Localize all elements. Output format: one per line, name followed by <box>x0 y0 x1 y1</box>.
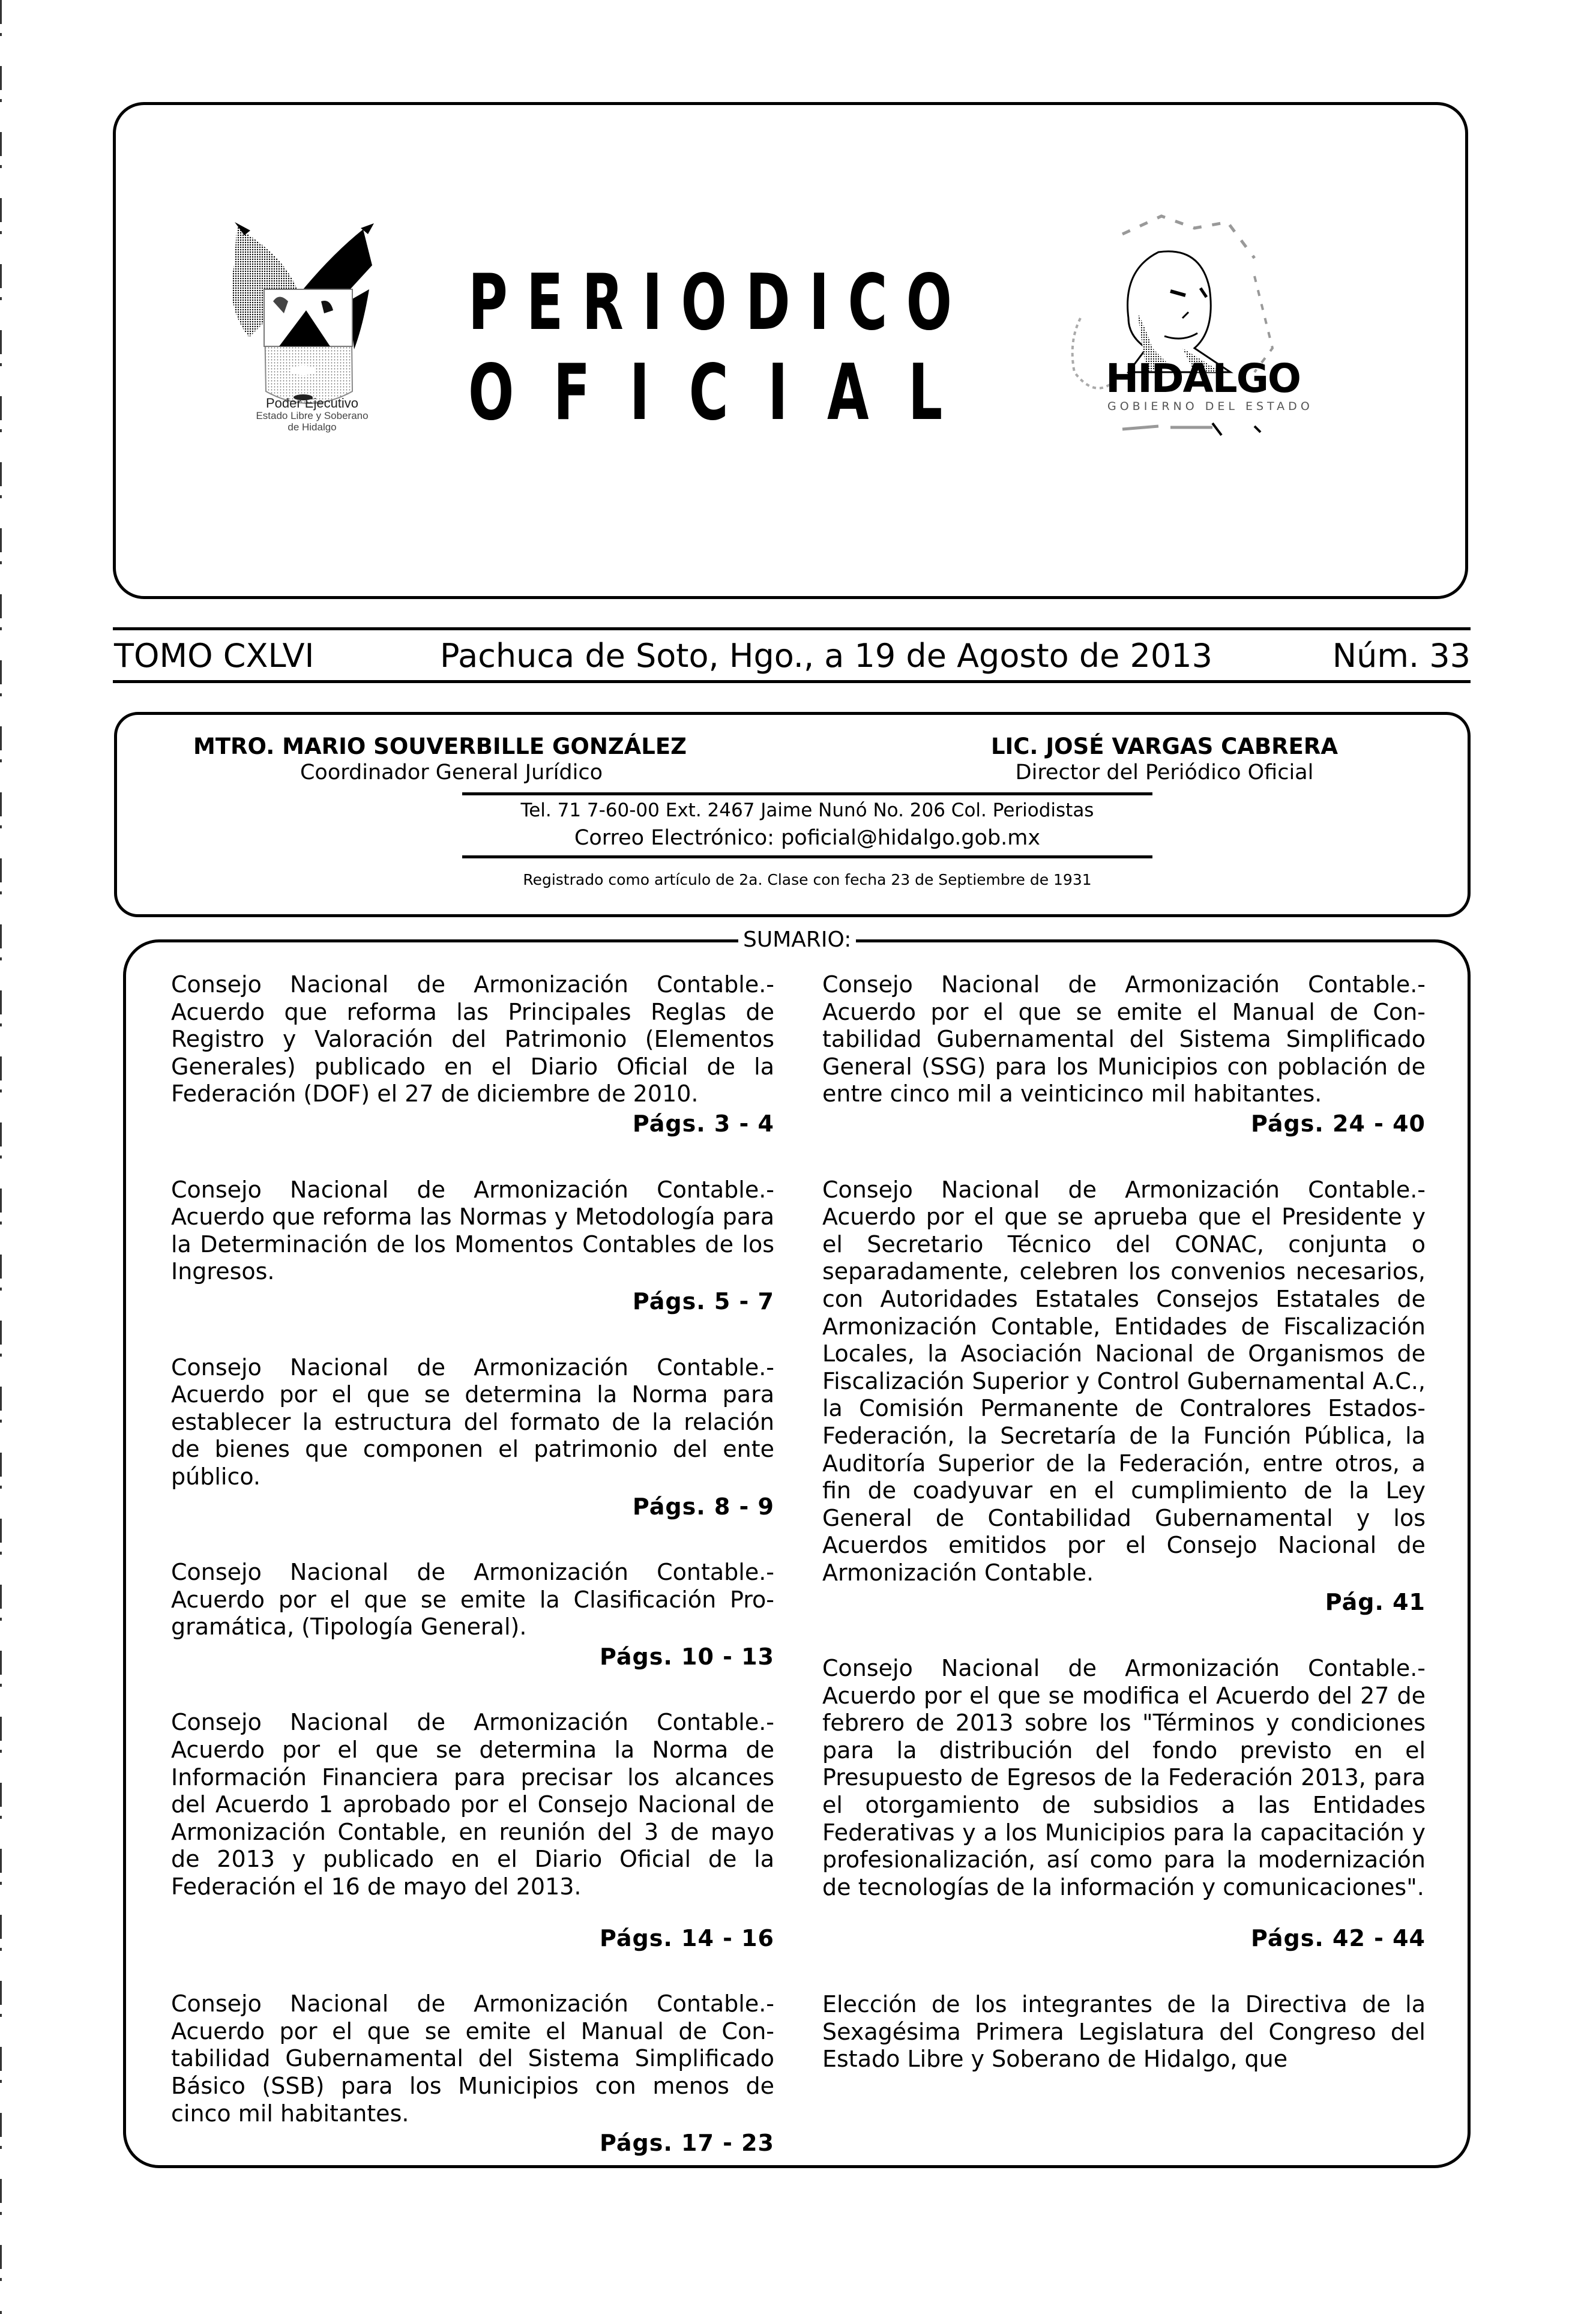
summary-left-column <box>171 971 774 2196</box>
entry-text: Consejo Nacional de Armonización Contable.- Acuerdo por el que se determina la Norma para establecer la estructura del formato de la relación de bienes que componen el patrimonio del ente público. <box>171 1354 774 1490</box>
summary-entry <box>171 1559 774 1671</box>
entry-text: Consejo Nacional de Armonización Contable.- Acuerdo por el que se modifica el Acuerdo del 27 de febrero de 2013 sobre los "Términos y condiciones para la distribución del fondo previsto en el Presupuesto de Egresos de la Federación 2013, para el otorgamiento de subsidios a las Entidades Federativas y a los Municipios para la capacitación y profesionalización, así como para la modernización de tecnologías de la información y comunicaciones". <box>822 1655 1426 1900</box>
summary-entry <box>822 1655 1426 1953</box>
publication-title <box>468 258 982 438</box>
summary-entry <box>171 1990 774 2157</box>
entry-pages: Págs. 14 - 16 <box>600 1924 774 1951</box>
hidalgo-subtitle: GOBIERNO DEL ESTADO <box>1107 400 1313 413</box>
issue-line <box>113 637 1471 675</box>
entry-text: Consejo Nacional de Armonización Contable.- Acuerdo por el que se emite el Manual de Contabilidad Gubernamental del Sistema Simplificado Básico (SSB) para los Municipios con menos de cinco mil habitantes. <box>171 1990 774 2127</box>
hidalgo-portrait-logo-icon <box>1056 192 1308 468</box>
entry-text: Elección de los integrantes de la Directiva de la Sexagésima Primera Legislatura del Congreso del Estado Libre y Soberano de Hidalgo, que <box>822 1991 1426 2073</box>
coordinator-name: MTRO. MARIO SOUVERBILLE GONZÁLEZ <box>193 734 687 759</box>
summary-entry <box>822 1991 1426 2073</box>
entry-text: Consejo Nacional de Armonización Contable.- Acuerdo por el que se emite el Manual de Contabilidad Gubernamental del Sistema Simplificado General (SSG) para los Municipios con población de entre cinco mil a veinticinco mil habitantes. <box>822 971 1426 1107</box>
summary-entry <box>822 971 1426 1138</box>
issue-number: Núm. 33 <box>1332 637 1471 675</box>
publication-title-line1: PERIODICO <box>468 258 971 348</box>
entry-pages: Págs. 5 - 7 <box>632 1288 774 1315</box>
coordinator-block <box>193 734 709 785</box>
entry-text: Consejo Nacional de Armonización Contable.- Acuerdo que reforma las Normas y Metodología para la Determinación de los Momentos Contables de los Ingresos. <box>171 1176 774 1285</box>
entry-text: Consejo Nacional de Armonización Contable.- Acuerdo por el que se emite la Clasificación Programática, (Tipología General). <box>171 1559 774 1641</box>
scan-edge-artifact <box>0 0 2 2314</box>
crest-caption-line1: Poder Ejecutivo <box>265 396 359 411</box>
entry-pages: Págs. 42 - 44 <box>1251 1925 1426 1952</box>
director-role: Director del Periódico Oficial <box>1015 761 1314 785</box>
entry-pages: Págs. 8 - 9 <box>632 1493 774 1520</box>
entry-pages: Págs. 17 - 23 <box>600 2130 774 2157</box>
postal-registration: Registrado como artículo de 2a. Clase con fecha 23 de Septiembre de 1931 <box>523 871 1092 888</box>
director-name: LIC. JOSÉ VARGAS CABRERA <box>990 734 1339 759</box>
entry-pages: Pág. 41 <box>1325 1589 1426 1616</box>
entry-text: Consejo Nacional de Armonización Contable.- Acuerdo por el que se aprueba que el Presidente y el Secretario Técnico del CONAC, conjunta o separadamente, celebren los convenios necesarios, con Autoridades Estatales Consejos Estatales de Armonización Contable, Entidades de Fiscalización Locales, la Asociación Nacional de Organismos de Fiscalización Superior y Control Gubernamental A.C., la Comisión Permanente de Contralores Estados-Federación, la Secretaría de la Función Pública, la Auditoría Superior de la Federación, entre otros, a fin de coadyuvar en el cumplimiento de la Ley General de Contabilidad Gubernamental y los Acuerdos emitidos por el Consejo Nacional de Armonización Contable. <box>822 1176 1426 1586</box>
contact-rule-top <box>462 792 1152 795</box>
entry-pages: Págs. 10 - 13 <box>600 1643 774 1670</box>
entry-text: Consejo Nacional de Armonización Contable.- Acuerdo que reforma las Principales Reglas de Registro y Valoración del Patrimonio (Elementos Generales) publicado en el Diario Oficial de la Federación (DOF) el 27 de diciembre de 2010. <box>171 971 774 1107</box>
crest-caption-line3: de Hidalgo <box>288 421 337 433</box>
volume-number: TOMO CXLVI <box>114 637 315 675</box>
publication-title-line2: OFICIAL <box>468 348 982 438</box>
director-block <box>954 734 1375 785</box>
issue-rule-top <box>113 627 1471 630</box>
entry-pages: Págs. 24 - 40 <box>1251 1110 1426 1137</box>
contact-phone-address: Tel. 71 7-60-00 Ext. 2467 Jaime Nunó No. 206 Col. Periodistas <box>520 800 1094 821</box>
summary-heading: SUMARIO: <box>738 927 856 953</box>
crest-caption <box>204 396 420 433</box>
entry-pages: Págs. 3 - 4 <box>632 1110 774 1137</box>
place-and-date: Pachuca de Soto, Hgo., a 19 de Agosto de 2013 <box>440 637 1212 675</box>
coordinator-role: Coordinador General Jurídico <box>300 761 603 785</box>
issue-rule-bottom <box>113 680 1471 683</box>
summary-entry <box>171 1177 774 1316</box>
summary-entry <box>171 1354 774 1521</box>
crest-caption-line2: Estado Libre y Soberano <box>256 410 369 422</box>
summary-right-column <box>822 971 1426 2112</box>
state-coat-of-arms-icon <box>213 217 411 415</box>
summary-entry <box>171 971 774 1138</box>
entry-text: Consejo Nacional de Armonización Contable.- Acuerdo por el que se determina la Norma de Información Financiera para precisar los alcances del Acuerdo 1 aprobado por el Consejo Nacional de Armonización Contable, en reunión del 3 de mayo de 2013 y publicado en el Diario Oficial de la Federación el 16 de mayo del 2013. <box>171 1709 774 1900</box>
hidalgo-wordmark: HIDALGO <box>1106 355 1300 402</box>
contact-rule-bottom <box>462 855 1152 858</box>
summary-entry <box>171 1709 774 1952</box>
contact-email: Correo Electrónico: poficial@hidalgo.gob.mx <box>574 826 1041 850</box>
summary-entry <box>822 1177 1426 1617</box>
